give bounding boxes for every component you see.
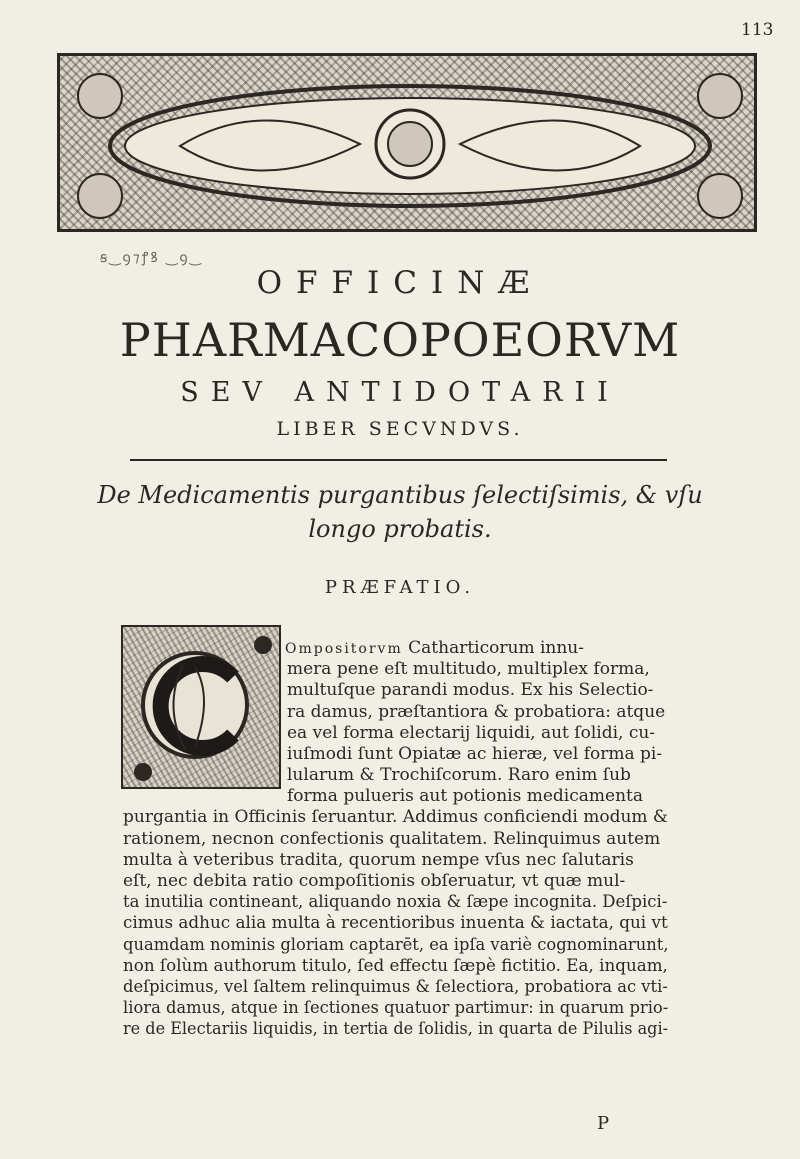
text-line: cimus adhuc alia multa à recentioribus inuenta & iactata, qui vt bbox=[123, 913, 668, 933]
text-line: non ſolùm authorum titulo, ſed effectu ſæpè fictitio. Ea, inquam, bbox=[123, 956, 668, 976]
text-line: multa à veteribus tradita, quorum nempe vſus nec ſalutaris bbox=[123, 850, 634, 870]
text-line: rationem, necnon confectionis qualitatem. Relinquimus autem bbox=[123, 829, 661, 849]
text-line: ea vel forma electarij liquidi, aut ſolidi, cu- bbox=[287, 723, 656, 743]
text-line: liora damus, atque in ſectiones quatuor partimur: in quarum prio- bbox=[123, 998, 669, 1018]
subtitle-line-1: De Medicamentis purgantibus ſelectiſsimis, & vſu bbox=[97, 481, 703, 509]
title-officinae: OFFICINÆ bbox=[256, 265, 544, 301]
text-line: deſpicimus, vel ſaltem relinquimus & ſelectiora, probatiora ac vti- bbox=[123, 977, 668, 997]
text-line: ta inutilia contineant, aliquando noxia & ſæpe incognita. Deſpici- bbox=[123, 892, 668, 912]
title-antidotarii: SEV ANTIDOTARII bbox=[180, 377, 620, 408]
text-line: re de Electariis liquidis, in tertia de ſolidis, in quarta de Pilulis agi- bbox=[123, 1019, 669, 1039]
catchword: P bbox=[597, 1113, 610, 1134]
text-line: eſt, nec debita ratio compoſitionis obſeruatur, vt quæ mul- bbox=[123, 871, 626, 891]
text-line: quamdam nominis gloriam captarēt, ea ipſa variè cognominarunt, bbox=[123, 935, 669, 955]
text-line: multuſque parandi modus. Ex his Selectio- bbox=[287, 680, 654, 700]
text-line: mera pene eſt multitudo, multiplex forma, bbox=[287, 659, 650, 679]
title-pharmacopoeorum: PHARMACOPOEORVM bbox=[119, 313, 681, 367]
text-line: lularum & Trochiſcorum. Raro enim ſub bbox=[287, 765, 631, 785]
marginal-scratch: ꞩ‿ꝯ⁊ꝭꝸ ‿ꝯ‿ bbox=[100, 250, 203, 266]
text-line: purgantia in Officinis ſeruantur. Addimus conficiendi modum & bbox=[123, 807, 669, 827]
text-line: Ompositorvm Catharticorum innu- bbox=[285, 638, 584, 658]
section-heading: PRÆFATIO. bbox=[324, 577, 476, 598]
opening-word: Ompositorvm bbox=[285, 641, 403, 657]
text-line: forma pulueris aut potionis medicamenta bbox=[287, 786, 643, 806]
page-number: 113 bbox=[741, 20, 774, 40]
title-liber: LIBER SECVNDVS. bbox=[276, 418, 524, 440]
text-line: ra damus, præſtantiora & probatiora: atque bbox=[287, 702, 666, 722]
subtitle-line-2: longo probatis. bbox=[308, 515, 492, 543]
text-line: iuſmodi ſunt Opiatæ ac hieræ, vel forma pi- bbox=[287, 744, 663, 764]
